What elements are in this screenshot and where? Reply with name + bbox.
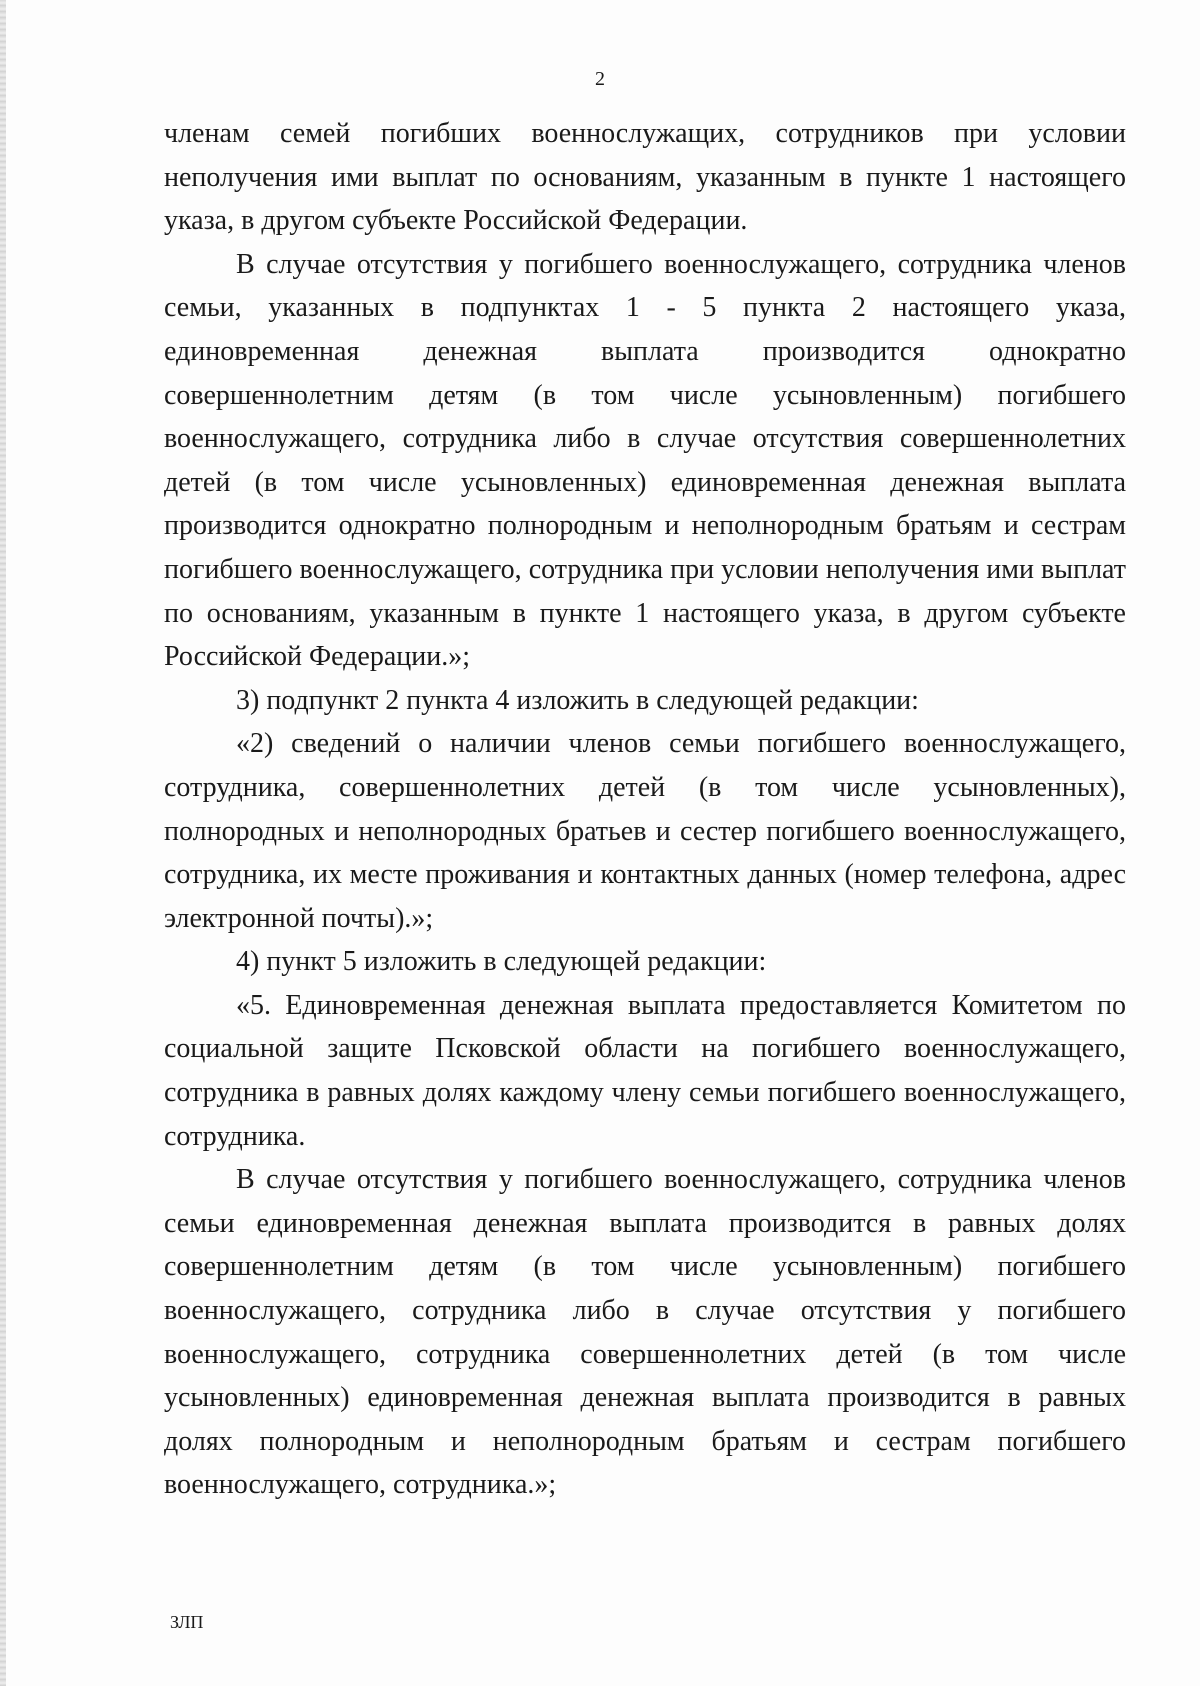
paragraph: В случае отсутствия у погибшего военнослужащего, сотрудника членов семьи, указанных в подпунктах 1 - 5 пункта 2 настоящего указа, единовременная денежная выплата производится однократно совершеннолетним детям (в том числе усыновленным) погибшего военнослужащего, сотрудника либо в случае отсутствия совершеннолетних детей (в том числе усыновленных) единовременная денежная выплата производится однократно полнородным и неполнородным братьям и сестрам погибшего военнослужащего, сотрудника при условии неполучения ими выплат по основаниям, указанным в пункте 1 настоящего указа, в другом субъекте Российской Федерации.»; [164,248,1126,673]
paragraph: «5. Единовременная денежная выплата предоставляется Комитетом по социальной защите Псковской области на погибшего военнослужащего, сотрудника в равных долях каждому члену семьи погибшего военнослужащего, сотрудника. [164,989,1126,1152]
paragraph: 4) пункт 5 изложить в следующей редакции: [236,946,767,978]
scan-edge [0,0,6,1686]
document-body [164,112,1126,1507]
paragraph: «2) сведений о наличии членов семьи погибшего военнослужащего, сотрудника, совершеннолетних детей (в том числе усыновленных), полнородных и неполнородных братьев и сестер погибшего военнослужащего, сотрудника, их месте проживания и контактных данных (номер телефона, адрес электронной почты).»; [164,728,1126,934]
paragraph-continuation: членам семей погибших военнослужащих, сотрудников при условии неполучения ими выплат по основаниям, указанным в пункте 1 настоящего указа, в другом субъекте Российской Федерации. [164,118,1126,237]
paragraph: В случае отсутствия у погибшего военнослужащего, сотрудника членов семьи единовременная денежная выплата производится в равных долях совершеннолетним детям (в том числе усыновленным) погибшего военнослужащего, сотрудника либо в случае отсутствия у погибшего военнослужащего, сотрудника совершеннолетних детей (в том числе усыновленных) единовременная денежная выплата производится в равных долях полнородным и неполнородным братьям и сестрам погибшего военнослужащего, сотрудника.»; [164,1164,1126,1501]
footer-code: ЗЛП [170,1612,204,1632]
paragraph: 3) подпункт 2 пункта 4 изложить в следующей редакции: [236,684,919,716]
page-number: 2 [595,68,605,90]
